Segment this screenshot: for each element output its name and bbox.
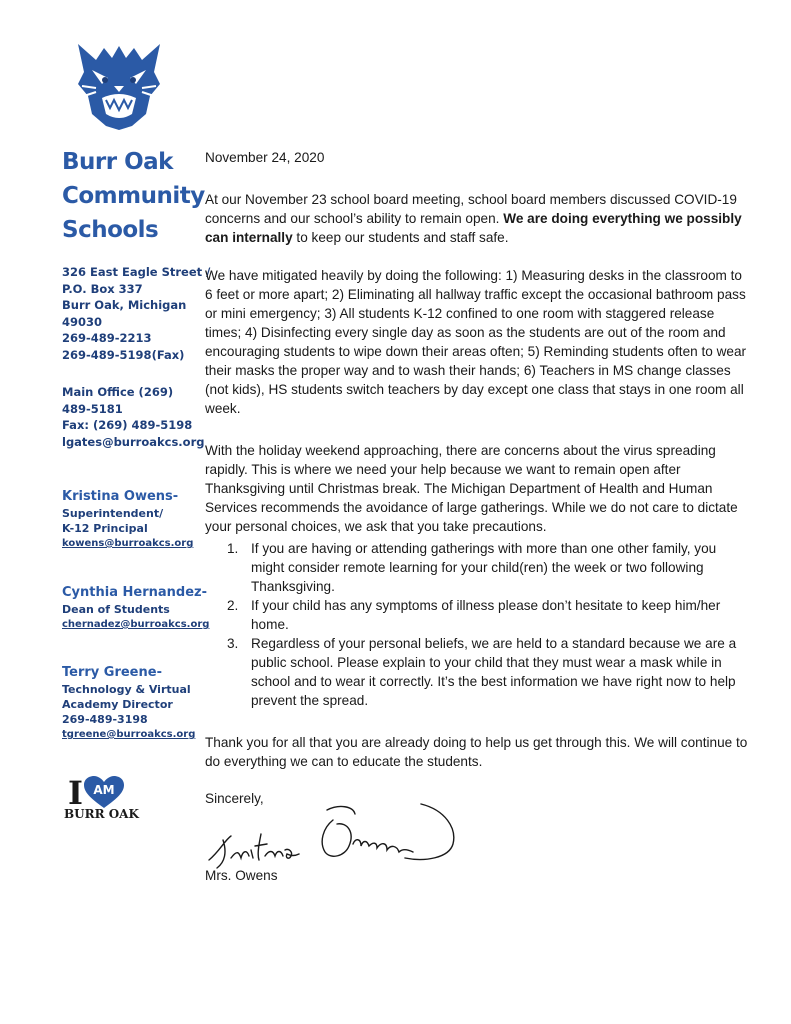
address-line: P.O. Box 337 [62,281,143,296]
list-text: If your child has any symptoms of illness please don’t hesitate to keep him/her home. [251,598,721,632]
address-line: Burr Oak, Michigan [62,298,187,312]
wildcat-logo-icon [74,38,164,130]
precautions-list [227,539,747,710]
school-name [62,145,205,247]
badge-letter-i: I [68,774,83,812]
p1-text: At our November 23 school board meeting, school board members discussed COVID-19 concerns and our school’s ability to remain open. [205,192,737,226]
main-office-info [62,384,204,450]
list-number: 2. [227,598,239,613]
staff-role: Academy Director [62,698,173,711]
office-line: Fax: (269) 489-5198 [62,418,193,432]
list-text: Regardless of your personal beliefs, we are held to a standard because we are a public school. Please explain to your child that they must wear a mask while in school and to wear it correctly. It’s the best information we have right now to help prevent the spread. [251,636,737,708]
list-item [227,634,747,710]
list-item [227,596,747,634]
staff-role: K-12 Principal [62,522,148,535]
staff-name: Cynthia Hernandez- [62,585,207,600]
p1-text-end: to keep our students and staff safe. [292,230,509,245]
paragraph-thank-you: Thank you for all that you are already doing to help us get through this. We will continue to do everything we can to educate the students. [205,735,748,769]
address-line: 269-489-5198(Fax) [62,347,185,362]
office-line: Main Office (269) [62,385,174,399]
letter-date: November 24, 2020 [205,150,325,165]
address-line: 49030 [62,314,103,329]
staff-kristina-owens [62,488,193,551]
school-name-line: Burr Oak [62,149,173,175]
office-line: 489-5181 [62,401,123,416]
staff-email[interactable]: kowens@burroakcs.org [62,538,194,549]
school-name-line: Schools [62,217,159,243]
staff-role: Superintendent/ [62,507,164,520]
address-line: 326 East Eagle Street / [62,265,211,279]
school-address [62,264,210,363]
paragraph-mitigation: We have mitigated heavily by doing the following: 1) Measuring desks in the classroom to 6 feet or more apart; 2) Eliminating all hallway traffic except the occasional bathroom pass or mini emergency; 3) All students K-12 confined to one room with staggered release times; 4) Disinfecting every single day as soon as the students are out of the room and encouraging students to wipe down their areas often; 5) Reminding students often to wear their masks the proper way and to wash their hands; 6) Teachers in MS change classes (not kids), HS students switch teachers by day except one class that stays in one room all week. [205,268,747,416]
office-email[interactable]: lgates@burroakcs.org [62,434,205,449]
closing: Sincerely, [205,791,264,806]
list-number: 3. [227,636,239,651]
staff-email[interactable]: chernadez@burroakcs.org [62,619,210,630]
badge-am: AM [93,783,115,797]
staff-role: Technology & Virtual [62,683,191,696]
list-text: If you are having or attending gatherings with more than one other family, you might consider remote learning for your child(ren) the week or two following Thanksgiving. [251,541,717,594]
staff-phone: 269-489-3198 [62,713,148,726]
staff-name: Kristina Owens- [62,489,179,504]
p1-bold-text: We are doing everything we possibly can internally [205,211,742,245]
paragraph-holiday: With the holiday weekend approaching, there are concerns about the virus spreading rapidly. This is where we need your help because we want to remain open after Thanksgiving until Christmas break. The Michigan Department of Health and Human Services recommends the avoidance of large gatherings. While we do not care to dictate your personal choices, we ask that you take precautions. [205,443,738,534]
paragraph-board-meeting [205,190,750,247]
staff-name: Terry Greene- [62,665,162,680]
list-item [227,539,747,596]
address-line: 269-489-2213 [62,331,152,345]
staff-email[interactable]: tgreene@burroakcs.org [62,729,196,740]
badge-burr-oak: BURR OAK [64,807,139,820]
staff-role: Dean of Students [62,603,170,616]
signer-name: Mrs. Owens [205,868,278,883]
school-name-line: Community [62,183,205,209]
staff-terry-greene [62,664,195,742]
list-number: 1. [227,541,239,556]
staff-cynthia-hernandez [62,584,209,632]
i-am-burr-oak-badge-icon [60,772,144,820]
